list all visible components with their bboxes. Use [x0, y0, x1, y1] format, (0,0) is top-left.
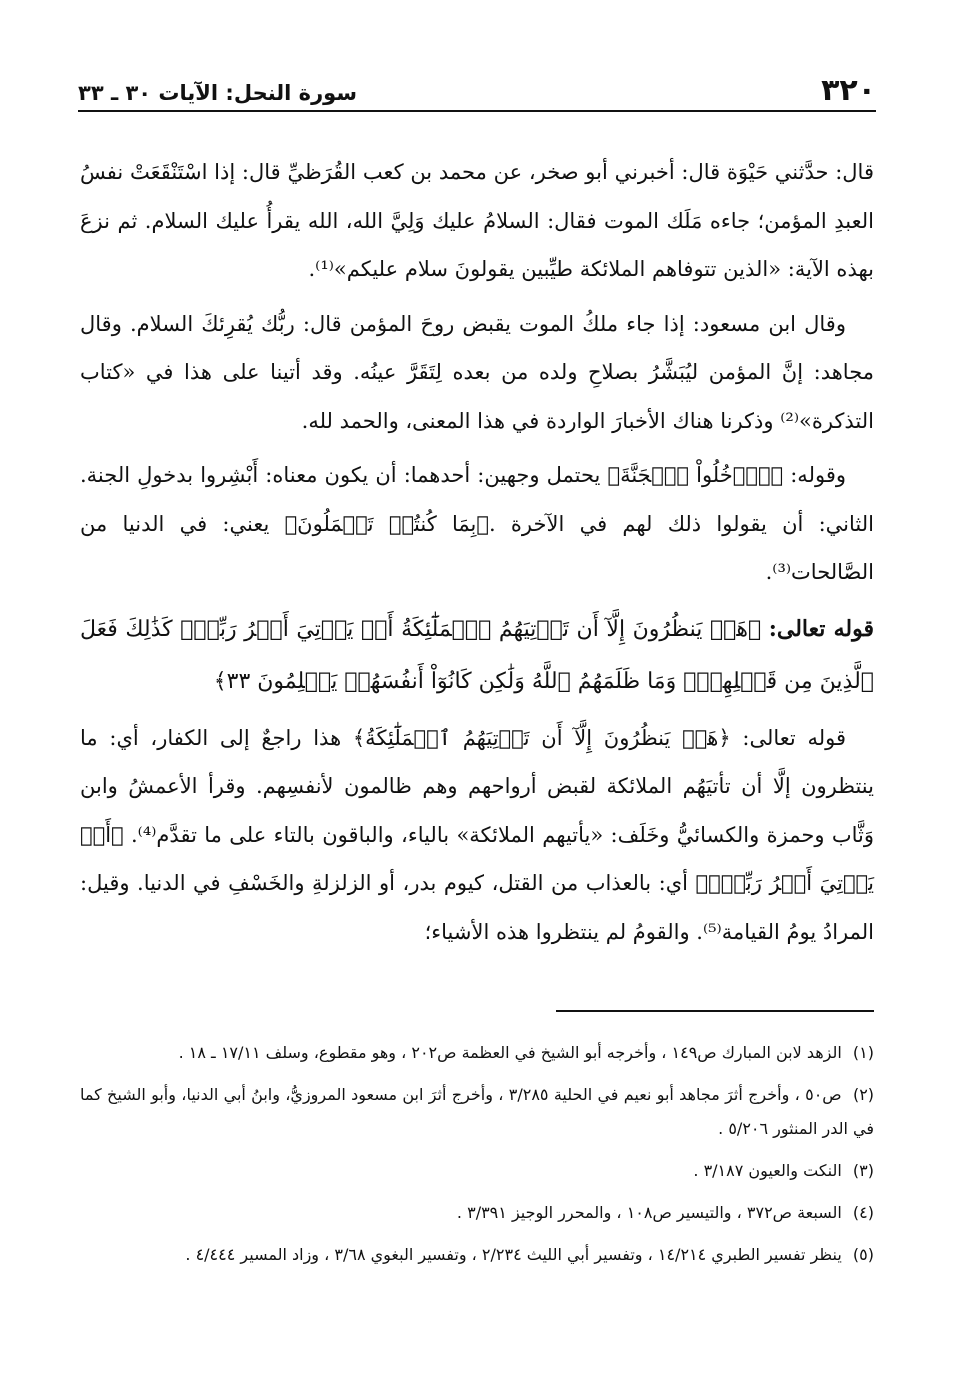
- footnote-text: السبعة ص٣٧٢ ، والتيسير ص١٠٨ ، والمحرر الوجيز ٣/٣٩١ .: [456, 1203, 842, 1222]
- footnote-number: (١): [852, 1043, 874, 1062]
- footnote-number: (٣): [852, 1161, 874, 1180]
- quran-verse: ﴿هَلۡ يَنظُرُونَ إِلَّآ أَن تَأۡتِيَهُمُ ٱلۡمَلَٰٓئِكَةُ أَوۡ يَأۡتِيَ أَمۡرُ رَبِّكَۚ كَذَٰلِكَ فَعَلَ ٱلَّذِينَ مِن قَبۡلِهِمۡۚ وَمَا ظَلَمَهُمُ ٱللَّهُ وَلَٰكِن كَانُوٓاْ أَنفُسَهُمۡ يَظۡلِمُونَ ٣٣﴾: [80, 616, 874, 694]
- footnote-divider: [556, 1010, 874, 1012]
- page-number: ٣٢٠: [821, 73, 876, 108]
- footnote-text: الزهد لابن المبارك ص١٤٩ ، وأخرجه أبو الشيخ في العظمة ص٢٠٢ ، وهو مقطوع، وسلف ١٧/١١ ـ ١٨ .: [178, 1043, 842, 1062]
- footnote-number: (٢): [852, 1085, 875, 1104]
- commentary-paragraph: قوله تعالى: ﴿هَلۡ يَنظُرُونَ إِلَّآ أَن تَأۡتِيَهُمُ ٱلۡمَلَٰٓئِكَةُ﴾ هذا راجعٌ إلى الكفار، أي: ما ينتظرون إلَّا أن تأتيَهُم الملائكة لقبض أرواحهم وهم ظالمون لأنفسِهم. وقرأ الأعمشُ وابن وَثَّاب وحمزة والكسائيُّ وخَلَف: «يأتيهم الملائكة» بالياء، والباقون بالتاء على ما تقدَّم⁽⁴⁾. ﴿أَوۡ يَأۡتِيَ أَمۡرُ رَبِّكَۚ﴾ أي: بالعذاب من القتل، كيوم بدر، أو الزلزلةِ والخَسْفِ في الدنيا. وقيل: المرادُ يومُ القيامة⁽⁵⁾. والقومُ لم ينتظروا هذه الأشياء؛: [80, 725, 874, 944]
- verse-lead: قوله تعالى:: [768, 615, 875, 642]
- footnotes: [80, 1036, 874, 1280]
- footnote-text: النكت والعيون ٣/١٨٧ .: [693, 1161, 842, 1180]
- main-text: [80, 148, 874, 962]
- verse-block: [80, 603, 874, 708]
- footnote-item: [80, 1078, 874, 1146]
- footnote-item: [80, 1154, 874, 1188]
- footnote-number: (٥): [852, 1245, 874, 1264]
- paragraph: وقال ابن مسعود: إذا جاء ملكُ الموت يقبض روحَ المؤمن قال: ربُّك يُقرِئكَ السلام. وقال مجاهد: إنَّ المؤمن ليُبَشَّرُ بصلاحِ ولده من بعده لِتَقَرَّ عينُه. وقد أتينا على هذا في «كتاب التذكرة»⁽²⁾ وذكرنا هناك الأخبارَ الواردة في هذا المعنى، والحمد لله.: [80, 311, 874, 433]
- footnote-text: ص٥٠ ، وأخرج أثرَ مجاهد أبو نعيم في الحلية ٣/٢٨٥ ، وأخرج أثرَ ابن مسعود المروزيُّ، وابنُ أبي الدنيا، وأبو الشيخ كما في الدر المنثور ٥/٢٠٦ .: [80, 1085, 874, 1138]
- page-header: [78, 64, 876, 112]
- footnote-item: [80, 1238, 874, 1272]
- footnote-item: [80, 1196, 874, 1230]
- paragraph: وقوله: ﴿ٱدۡخُلُواْ ٱلۡجَنَّةَ﴾ يحتمل وجهين: أحدهما: أن يكون معناه: أَبْشِروا بدخولِ الجنة. الثاني: أن يقولوا ذلك لهم في الآخرة .﴿بِمَا كُنتُمۡ تَعۡمَلُونَ﴾ يعني: في الدنيا من الصَّالحات⁽³⁾.: [80, 463, 874, 584]
- footnote-number: (٤): [852, 1203, 874, 1222]
- footnote-text: ينظر تفسير الطبري ١٤/٢١٤ ، وتفسير أبي الليث ٢/٢٣٤ ، وتفسير البغوي ٣/٦٨ ، وزاد المسير ٤/٤٤٤ .: [185, 1245, 842, 1264]
- footnote-item: [80, 1036, 874, 1070]
- paragraph: قال: حدَّثني حَيْوَة قال: أخبرني أبو صخر، عن محمد بن كعب القُرَظيِّ قال: إذا اسْتَنْقَعَتْ نفسُ العبدِ المؤمن؛ جاءه مَلَك الموت فقال: السلامُ عليك وَلِيَّ الله، الله يقرأُ عليك السلام. ثم نزعَ بهذه الآية: «الذين تتوفاهم الملائكة طيِّبين يقولونَ سلام عليكم»⁽¹⁾.: [80, 160, 874, 281]
- running-title: سورة النحل: الآيات ٣٠ ـ ٣٣: [78, 81, 357, 105]
